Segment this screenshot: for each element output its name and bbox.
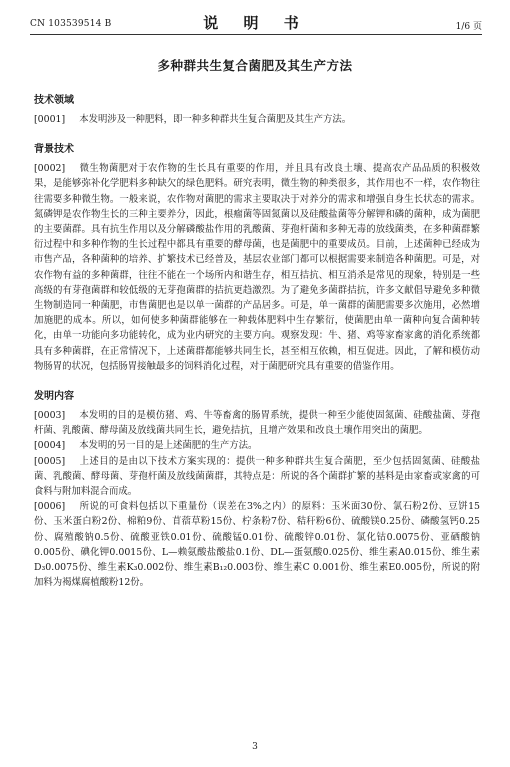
paragraph-text: 微生物菌肥对于农作物的生长具有重要的作用，并且具有改良土壤、提高农产品品质的积极效果，是能够弥补化学肥料多种缺欠的绿色肥料。研究表明，微生物的种类很多，其作用也不一样，农作物往往需要多种微生物。一般来说，农作物对菌肥的需求主要取决于对养分的需求和增强自身生长状态的需求。氮磷钾是农作物生长的三种主要养分，因此，根瘤菌等固氮菌以及硅酸盐菌等分解钾和磷的菌种，成为菌肥的主要菌群。具有抗生作用以及分解磷酸盐作用的乳酸菌、芽孢杆菌和多种无毒的放线菌类，在多种菌群繁衍过程中和多种作物的生长过程中都具有重要的酵母菌，也是菌肥中的重要成员。目前，上述菌种已经成为市售产品，各种菌种的培养、扩繁技术已经普及，基层农业部门都可以根据需要来制造各种菌肥。可是，对农作物有益的多种菌群，往往不能在一个场所内和谐生存，相互拮抗、相互消杀是常见的现象，特别是一些高级的有芽孢菌群和较低级的无芽孢菌群的拮抗更趋激烈。为了避免多菌群拮抗，许多文献倡导避免多种微生物制造同一种菌肥，市售菌肥也是以单一菌群的产品居多。可是，单一菌群的菌肥需要多次施用，必然增加施肥的成本。所以，如何使多种菌群能够在一种载体肥料中生存繁衍，使菌肥由单一菌种向复合菌种转化，由单一功能向多功能转化，成为业内研究的主要方向。观察发现：牛、猪、鸡等家畜家禽的消化系统都具有多种菌群，在正常情况下，上述菌群都能够共同生长，甚至相互依赖，相互促进。因此，了解和模仿动物肠胃的状况，包括肠胃接触最多的饲料消化过程，对于菌肥研究具有重要的借鉴作用。 — [34, 163, 480, 372]
document-title: 多种群共生复合菌肥及其生产方法 — [157, 58, 353, 73]
publication-number: CN 103539514 B — [30, 19, 112, 29]
paragraph-number: [0001] — [34, 114, 66, 125]
paragraph-text: 所说的可食料包括以下重量份（误差在3%之内）的原料：玉米面30份、氯石粉2份、豆饼15份、玉米蛋白粉2份、棉粕9份、苜蓿草粉15份、柠条粉7份、秸秆粉6份、硫酸镁0.25份、磷酸氢钙0.25份、腐殖酸钠0.5份、硫酸亚铁0.01份、硫酸锰0.01份、硫酸锌0.01份、氯化钴0.0075份、亚硒酸钠0.005份、碘化钾0.0015份、L—赖氨酸盐酸盐0.1份、DL—蛋氨酸0.025份、维生素A0.015份、维生素D₃0.0075份、维生素K₃0.002份、维生素B₁₂0.003份、维生素C 0.001份、维生素E0.005份，所说的附加料为褐煤腐植酸粉12份。 — [34, 501, 480, 589]
paragraph-0005 — [34, 454, 480, 500]
paragraph-number: [0005] — [34, 455, 66, 467]
paragraph-number: [0006] — [34, 501, 66, 513]
paragraph-0003 — [34, 408, 480, 438]
section-heading-tech-field: 技术领域 — [34, 95, 74, 106]
paragraph-number: [0002] — [34, 163, 66, 175]
paragraph-text: 本发明的另一目的是上述菌肥的生产方法。 — [79, 440, 258, 452]
header-page-info: 1/6 页 — [455, 22, 482, 32]
paragraph-0002 — [34, 161, 480, 374]
paragraph-0004 — [34, 438, 480, 453]
page-header — [30, 12, 482, 35]
header-title: 说 明 书 — [203, 14, 309, 32]
paragraph-text: 本发明涉及一种肥料，即一种多种群共生复合菌肥及其生产方法。 — [79, 114, 352, 125]
paragraph-number: [0004] — [34, 440, 66, 452]
paragraph-text: 上述目的是由以下技术方案实现的：提供一种多种群共生复合菌肥，至少包括固氮菌、硅酸盐菌、乳酸菌、酵母菌、芽孢杆菌及放线菌菌群，其特点是：所说的各个菌群扩繁的基料是由家畜或家禽的可食料与附加料混合而成。 — [34, 455, 480, 498]
paragraph-text: 本发明的目的是模仿猪、鸡、牛等畜禽的肠胃系统，提供一种至少能使固氮菌、硅酸盐菌、芽孢杆菌、乳酸菌、酵母菌及放线菌共同生长，避免拮抗，且增产效果和改良土壤作用突出的菌肥。 — [34, 410, 480, 437]
page-number: 3 — [252, 742, 258, 752]
paragraph-number: [0003] — [34, 410, 66, 422]
paragraph-0001 — [34, 112, 480, 127]
document-body — [34, 94, 480, 590]
section-heading-background: 背景技术 — [34, 144, 74, 156]
section-heading-invention: 发明内容 — [34, 391, 74, 403]
paragraph-0006 — [34, 499, 480, 590]
